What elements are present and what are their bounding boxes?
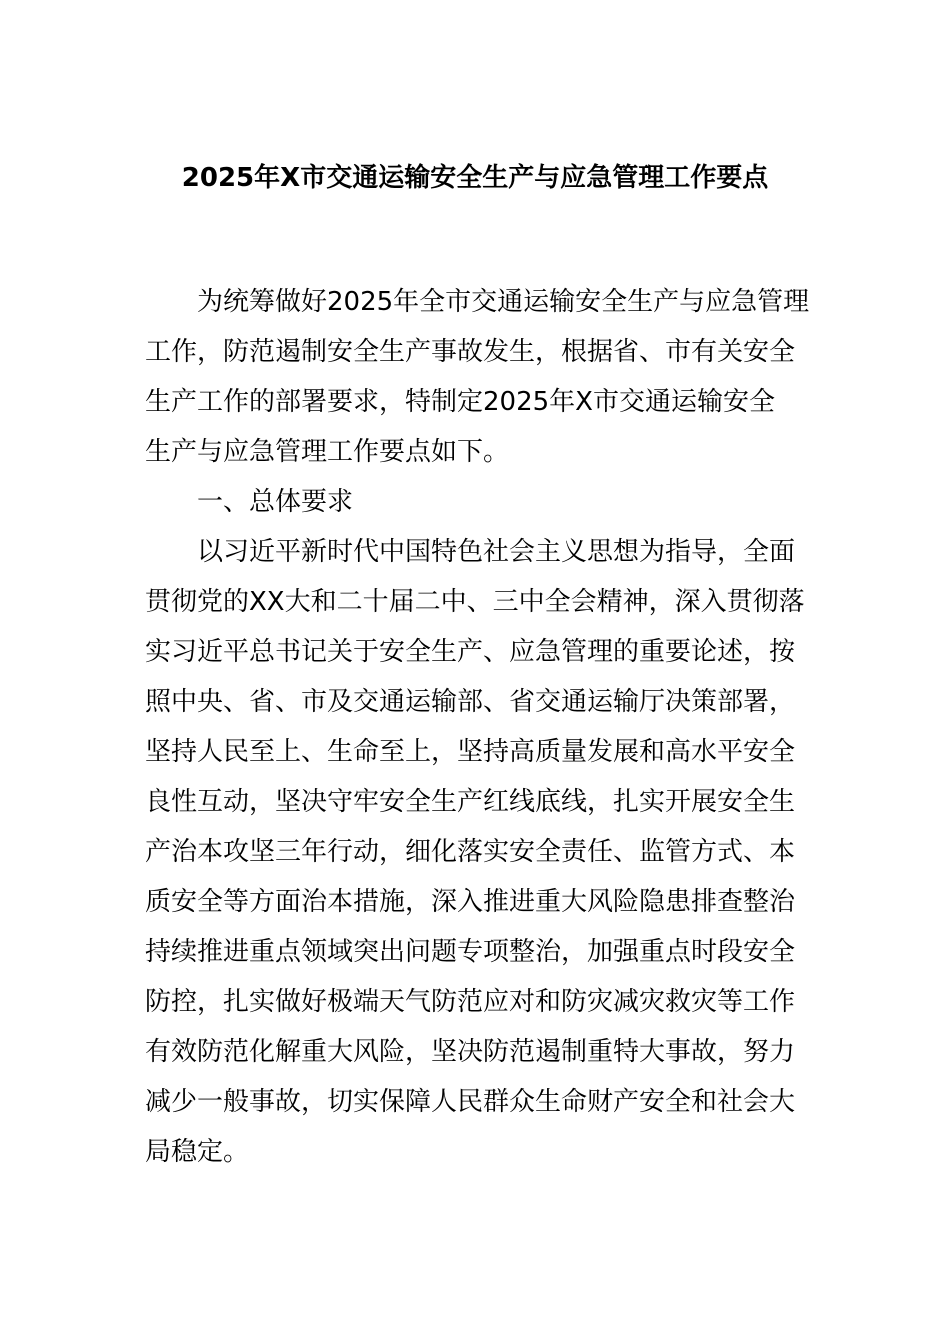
- paragraph-line: 质安全等方面治本措施，深入推进重大风险隐患排查整治: [145, 887, 796, 917]
- paragraph-line: 局稳定。: [145, 1137, 250, 1167]
- paragraph-line: 减少一般事故，切实保障人民群众生命财产安全和社会大: [145, 1087, 796, 1117]
- paragraph-line: 以习近平新时代中国特色社会主义思想为指导，全面: [197, 537, 796, 567]
- paragraph-line: 工作，防范遏制安全生产事故发生，根据省、市有关安全: [145, 337, 796, 367]
- paragraph-line: 产治本攻坚三年行动，细化落实安全责任、监管方式、本: [145, 837, 796, 867]
- paragraph-line: 有效防范化解重大风险，坚决防范遏制重特大事故，努力: [145, 1037, 796, 1067]
- paragraph-line: 贯彻党的XX大和二十届二中、三中全会精神，深入贯彻落: [145, 587, 805, 617]
- paragraph-line: 防控，扎实做好极端天气防范应对和防灾减灾救灾等工作: [145, 987, 796, 1017]
- paragraph-line: 为统筹做好2025年全市交通运输安全生产与应急管理: [197, 287, 810, 317]
- paragraph-line: 持续推进重点领域突出问题专项整治，加强重点时段安全: [145, 937, 796, 967]
- paragraph-line: 生产工作的部署要求，特制定2025年X市交通运输安全: [145, 387, 775, 417]
- paragraph-line: 良性互动，坚决守牢安全生产红线底线，扎实开展安全生: [145, 787, 796, 817]
- document-title: 2025年X市交通运输安全生产与应急管理工作要点: [181, 163, 769, 193]
- paragraph-line: 坚持人民至上、生命至上，坚持高质量发展和高水平安全: [145, 737, 796, 767]
- paragraph-line: 生产与应急管理工作要点如下。: [145, 437, 510, 467]
- section-heading: 一、总体要求: [197, 487, 354, 517]
- paragraph-line: 实习近平总书记关于安全生产、应急管理的重要论述，按: [145, 637, 796, 667]
- paragraph-line: 照中央、省、市及交通运输部、省交通运输厅决策部署，: [145, 687, 796, 717]
